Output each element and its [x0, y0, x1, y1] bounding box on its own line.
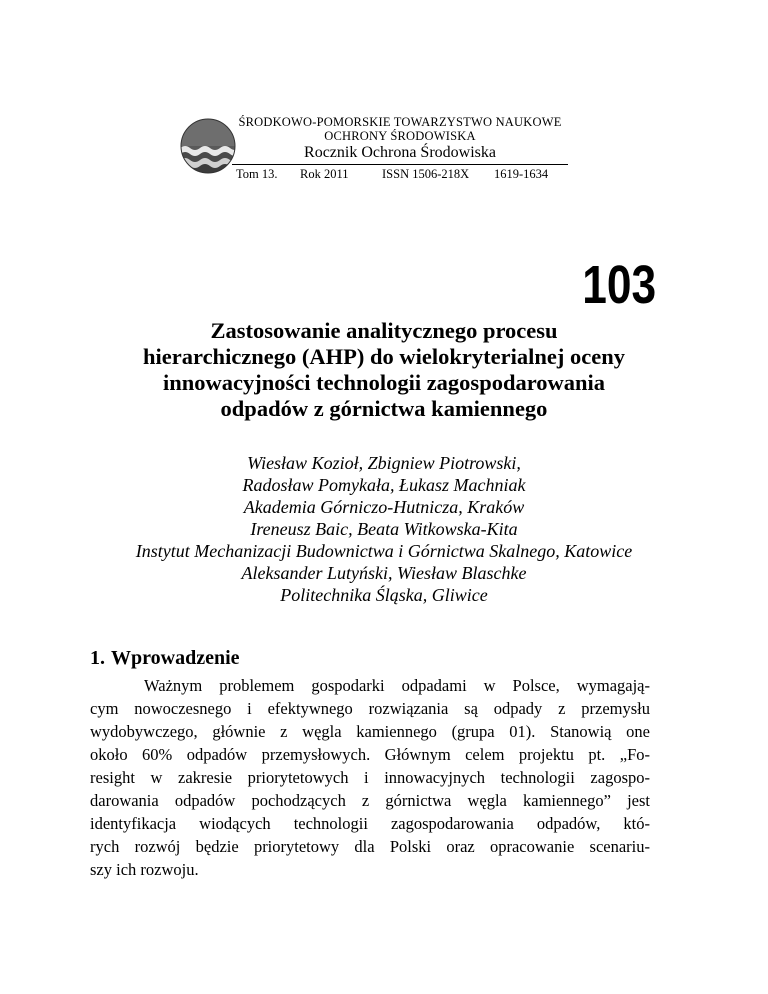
paragraph-line: resight w zakresie priorytetowych i innowacyjnych technologii zagospo-	[90, 768, 650, 787]
paragraph-line: identyfikacja wiodących technologii zagospodarowania odpadów, któ-	[90, 814, 650, 833]
affiliation-line: Instytut Mechanizacji Budownictwa i Górnictwa Skalnego, Katowice	[135, 541, 633, 561]
paragraph-line: cym nowoczesnego i efektywnego rozwiązania są odpady z przemysłu	[90, 699, 650, 718]
authors-affiliations	[40, 452, 728, 606]
section-title: Wprowadzenie	[111, 647, 240, 669]
title-line: hierarchicznego (AHP) do wielokryterialnej oceny	[143, 344, 625, 369]
journal-metadata	[236, 166, 568, 182]
author-line: Radosław Pomykała, Łukasz Machniak	[242, 475, 526, 495]
title-line: innowacyjności technologii zagospodarowania	[162, 370, 606, 395]
journal-title: Rocznik Ochrona Środowiska	[304, 144, 496, 161]
author-line: Ireneusz Baic, Beata Witkowska-Kita	[250, 519, 518, 539]
affiliation-line: Politechnika Śląska, Gliwice	[280, 585, 488, 605]
section-number: 1.	[90, 647, 105, 669]
affiliation-line: Akademia Górniczo-Hutnicza, Kraków	[243, 497, 525, 517]
paragraph-line: rych rozwój będzie priorytetowy dla Polski oraz opracowanie scenariu-	[90, 837, 650, 856]
article-title	[60, 318, 708, 422]
title-line: Zastosowanie analitycznego procesu	[210, 318, 558, 343]
volume: Tom 13.	[236, 167, 278, 181]
paragraph-line: wydobywczego, głównie z węgla kamiennego (grupa 01). Stanowią one	[90, 722, 650, 741]
title-line: odpadów z górnictwa kamiennego	[220, 396, 548, 421]
society-name-line-2: OCHRONY ŚRODOWISKA	[324, 129, 476, 143]
page-range: 1619-1634	[494, 167, 549, 181]
year: Rok 2011	[300, 167, 349, 181]
body-paragraph	[90, 674, 650, 881]
paragraph-line: darowania odpadów pochodzących z górnictwa węgla kamiennego” jest	[90, 791, 650, 810]
paragraph-line: szy ich rozwoju.	[90, 860, 199, 879]
society-name-line-1: ŚRODKOWO-POMORSKIE TOWARZYSTWO NAUKOWE	[238, 115, 562, 129]
author-line: Aleksander Lutyński, Wiesław Blaschke	[241, 563, 527, 583]
issn: ISSN 1506-218X	[382, 167, 470, 181]
author-line: Wiesław Kozioł, Zbigniew Piotrowski,	[247, 453, 521, 473]
article-number: 103	[582, 255, 656, 315]
section-heading	[90, 646, 240, 670]
society-name	[232, 115, 568, 143]
paragraph-line: Ważnym problemem gospodarki odpadami w Polsce, wymagają-	[144, 676, 650, 695]
paragraph-line: około 60% odpadów przemysłowych. Głównym celem projektu pt. „Fo-	[90, 745, 650, 764]
society-emblem-icon	[180, 118, 236, 174]
header-divider	[232, 164, 568, 165]
